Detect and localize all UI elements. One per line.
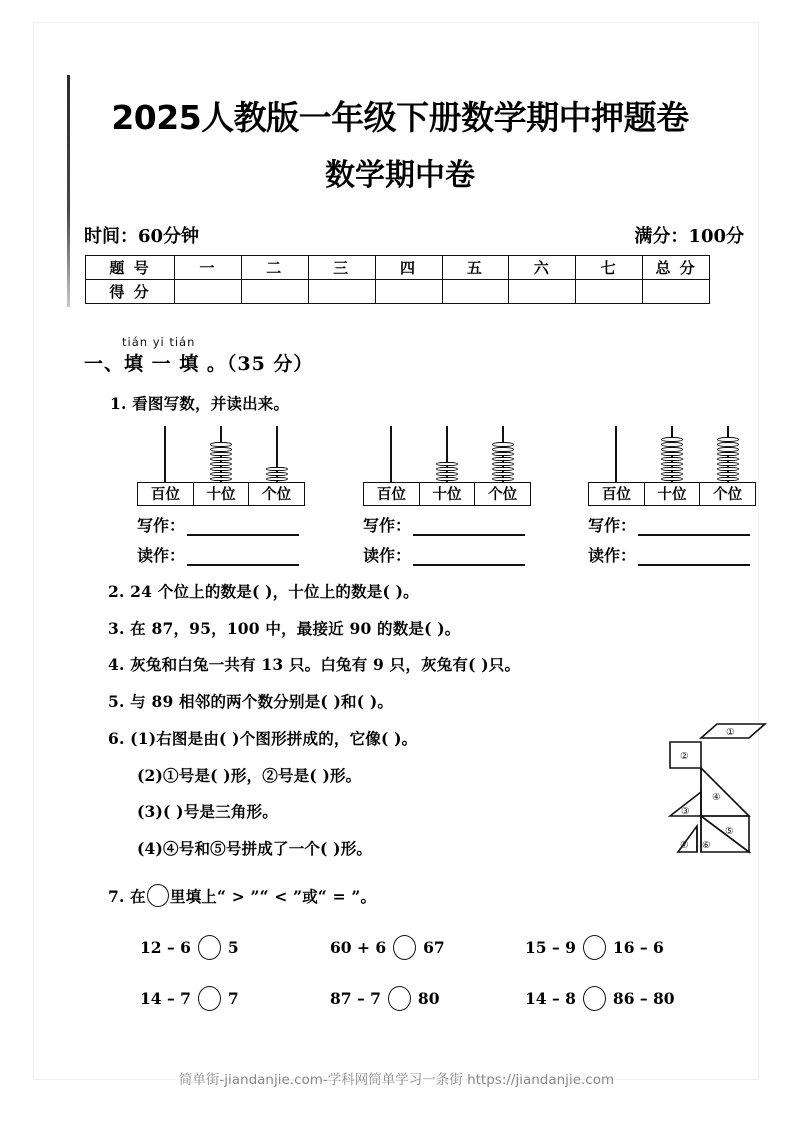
question-7-prompt-before: 7. 在 xyxy=(108,887,146,906)
abacus-bead xyxy=(210,462,232,466)
compare-left-r2c1: 14 – 7 xyxy=(140,989,191,1008)
score-table xyxy=(85,255,710,304)
compare-right-r2c1: 7 xyxy=(227,989,239,1008)
write-answer-row-2 xyxy=(363,513,531,536)
place-label-hundreds: 百位 xyxy=(589,483,645,505)
total-points-label: 满分：100分 xyxy=(634,226,744,247)
abacus-rod xyxy=(390,426,392,482)
abacus-bead xyxy=(210,447,232,451)
compare-left-r1c1: 12 – 6 xyxy=(140,938,191,957)
abacus-group-2 xyxy=(363,424,531,566)
abacus-rod xyxy=(164,426,166,482)
abacus-bead xyxy=(717,452,739,456)
abacus-bead xyxy=(492,452,514,456)
question-1-body: 看图写数，并读出来。 xyxy=(132,394,290,413)
abacus-place-labels-2 xyxy=(363,482,531,506)
tangram-label-7: ⑦ xyxy=(680,840,689,851)
question-7-prompt xyxy=(108,884,376,907)
page-subtitle: 数学期中卷 xyxy=(325,158,475,193)
place-label-tens: 十位 xyxy=(645,483,701,505)
abacus-bead xyxy=(492,467,514,471)
read-answer-blank-2[interactable] xyxy=(413,549,525,566)
abacus-bead xyxy=(717,447,739,451)
abacus-bead xyxy=(492,447,514,451)
compare-item-r1c2 xyxy=(330,935,445,960)
tangram-label-2: ② xyxy=(680,751,689,762)
score-cell-total[interactable] xyxy=(643,280,710,304)
compare-left-r2c3: 14 – 8 xyxy=(525,989,576,1008)
abacus-bead-stack xyxy=(717,437,739,482)
abacus-place-labels-3 xyxy=(588,482,756,506)
question-6-line-4: (4)④号和⑤号拼成了一个( )形。 xyxy=(137,839,373,858)
table-row-scores xyxy=(86,280,710,304)
place-label-ones: 个位 xyxy=(713,486,743,503)
abacus-bead xyxy=(661,462,683,466)
compare-right-r2c3: 86 – 80 xyxy=(612,989,675,1008)
compare-right-r1c1: 5 xyxy=(227,938,239,957)
abacus-bead xyxy=(492,472,514,476)
read-label-1: 读作： xyxy=(137,546,186,565)
col-header-4: 四 xyxy=(375,256,442,280)
score-cell-1[interactable] xyxy=(175,280,242,304)
section-heading-pinyin: tián yi tián xyxy=(122,335,196,349)
answer-circle-r2c2[interactable] xyxy=(388,986,411,1011)
read-answer-row-1 xyxy=(137,543,305,566)
place-label-tens: 十位 xyxy=(194,483,250,505)
abacus-bead xyxy=(266,467,288,471)
abacus-bead-stack xyxy=(492,442,514,482)
read-label-3: 读作： xyxy=(588,546,637,565)
answer-circle-r1c1[interactable] xyxy=(198,935,221,960)
abacus-bead xyxy=(661,472,683,476)
answer-circle-prompt[interactable] xyxy=(147,884,169,907)
section-heading: 一、填 一 填 。（35 分） xyxy=(84,353,314,375)
abacus-bead xyxy=(717,442,739,446)
tangram-figure xyxy=(668,722,772,858)
abacus-rods-3 xyxy=(588,424,756,482)
compare-item-r2c2 xyxy=(330,986,439,1011)
compare-item-r2c3 xyxy=(525,986,675,1011)
abacus-bead xyxy=(717,457,739,461)
write-label-3: 写作： xyxy=(588,516,637,535)
tangram-label-1: ① xyxy=(726,727,735,738)
write-answer-blank-3[interactable] xyxy=(638,519,750,536)
read-answer-row-2 xyxy=(363,543,531,566)
abacus-bead xyxy=(661,452,683,456)
compare-item-r2c1 xyxy=(140,986,239,1011)
abacus-bead xyxy=(717,467,739,471)
table-row-question-numbers xyxy=(86,256,710,280)
score-cell-7[interactable] xyxy=(576,280,643,304)
abacus-bead xyxy=(661,467,683,471)
compare-item-r1c3 xyxy=(525,935,664,960)
place-label-ones: 个位 xyxy=(488,486,518,503)
abacus-bead xyxy=(436,467,458,471)
abacus-bead xyxy=(661,447,683,451)
write-answer-row-3 xyxy=(588,513,756,536)
answer-circle-r2c1[interactable] xyxy=(198,986,221,1011)
question-5: 5. 与 89 相邻的两个数分别是( )和( )。 xyxy=(108,692,394,711)
abacus-bead xyxy=(661,457,683,461)
question-3: 3. 在 87，95，100 中，最接近 90 的数是( )。 xyxy=(108,619,461,638)
answer-circle-r1c2[interactable] xyxy=(393,935,416,960)
row-label-score: 得 分 xyxy=(86,280,175,304)
write-answer-blank-2[interactable] xyxy=(413,519,525,536)
score-cell-2[interactable] xyxy=(241,280,308,304)
abacus-bead xyxy=(717,477,739,481)
read-answer-row-3 xyxy=(588,543,756,566)
page-title: 2025人教版一年级下册数学期中押题卷 xyxy=(111,98,689,137)
abacus-bead xyxy=(210,442,232,446)
write-answer-row-1 xyxy=(137,513,305,536)
abacus-place-labels-1 xyxy=(137,482,305,506)
abacus-bead xyxy=(266,472,288,476)
question-6-line-2: (2)①号是( )形，②号是( )形。 xyxy=(137,766,362,785)
read-answer-blank-3[interactable] xyxy=(638,549,750,566)
write-label-1: 写作： xyxy=(137,516,186,535)
score-cell-6[interactable] xyxy=(509,280,576,304)
abacus-bead xyxy=(492,477,514,481)
time-label: 时间：60分钟 xyxy=(84,226,200,247)
read-label-2: 读作： xyxy=(363,546,412,565)
abacus-bead-stack xyxy=(661,437,683,482)
compare-right-r1c3: 16 – 6 xyxy=(612,938,664,957)
question-6-line-3: (3)( )号是三角形。 xyxy=(137,802,278,821)
question-6-line-1: 6. (1)右图是由( )个图形拼成的，它像( )。 xyxy=(108,729,418,748)
abacus-bead xyxy=(661,437,683,441)
col-header-5: 五 xyxy=(442,256,509,280)
abacus-rod xyxy=(615,426,617,482)
place-label-ones: 个位 xyxy=(262,486,292,503)
tangram-label-6: ⑥ xyxy=(702,840,711,851)
col-header-7: 七 xyxy=(576,256,643,280)
abacus-group-1 xyxy=(137,424,305,566)
col-header-1: 一 xyxy=(175,256,242,280)
abacus-bead xyxy=(436,472,458,476)
score-cell-3[interactable] xyxy=(308,280,375,304)
place-label-hundreds: 百位 xyxy=(138,483,194,505)
abacus-rods-2 xyxy=(363,424,531,482)
abacus-bead xyxy=(492,442,514,446)
score-cell-5[interactable] xyxy=(442,280,509,304)
abacus-bead xyxy=(717,472,739,476)
abacus-bead xyxy=(717,462,739,466)
abacus-bead-stack xyxy=(436,462,458,482)
question-1-text xyxy=(110,392,289,414)
abacus-bead xyxy=(210,452,232,456)
write-answer-blank-1[interactable] xyxy=(187,519,299,536)
question-1-number: 1. xyxy=(110,394,127,413)
abacus-rods-1 xyxy=(137,424,305,482)
compare-left-r2c2: 87 – 7 xyxy=(330,989,381,1008)
abacus-bead-stack xyxy=(266,467,288,482)
compare-right-r2c2: 80 xyxy=(417,989,440,1008)
abacus-bead xyxy=(266,477,288,481)
abacus-bead xyxy=(210,457,232,461)
compare-item-r1c1 xyxy=(140,935,239,960)
score-cell-4[interactable] xyxy=(375,280,442,304)
footer-watermark: 简单街-jiandanjie.com-学科网简单学习一条街 https://jiandanjie.com xyxy=(178,1072,615,1088)
question-7-prompt-after: 里填上“ > ”“ < ”或“ = ”。 xyxy=(169,887,377,906)
abacus-bead xyxy=(436,462,458,466)
col-header-total: 总 分 xyxy=(643,256,710,280)
abacus-bead-stack xyxy=(210,442,232,482)
abacus-bead xyxy=(436,477,458,481)
answer-circle-r1c3[interactable] xyxy=(583,935,606,960)
tangram-piece-4-shape xyxy=(701,768,749,816)
col-header-2: 二 xyxy=(241,256,308,280)
abacus-bead xyxy=(210,472,232,476)
abacus-bead xyxy=(661,477,683,481)
place-label-tens: 十位 xyxy=(420,483,476,505)
compare-left-r1c3: 15 – 9 xyxy=(525,938,576,957)
abacus-bead xyxy=(492,462,514,466)
col-header-6: 六 xyxy=(509,256,576,280)
tangram-label-5: ⑤ xyxy=(725,826,734,837)
abacus-group-3 xyxy=(588,424,756,566)
exam-meta xyxy=(84,222,744,248)
place-label-hundreds: 百位 xyxy=(364,483,420,505)
row-label-question-number: 题 号 xyxy=(86,256,175,280)
read-answer-blank-1[interactable] xyxy=(187,549,299,566)
write-label-2: 写作： xyxy=(363,516,412,535)
abacus-bead xyxy=(210,467,232,471)
tangram-label-3: ③ xyxy=(681,806,690,817)
answer-circle-r2c3[interactable] xyxy=(583,986,606,1011)
tangram-label-4: ④ xyxy=(712,792,721,803)
abacus-bead xyxy=(661,442,683,446)
tangram-svg xyxy=(668,722,772,854)
question-2: 2. 24 个位上的数是( )，十位上的数是( )。 xyxy=(108,582,419,601)
col-header-3: 三 xyxy=(308,256,375,280)
abacus-bead xyxy=(717,437,739,441)
compare-left-r1c2: 60 + 6 xyxy=(330,938,387,957)
compare-right-r1c2: 67 xyxy=(423,938,445,957)
abacus-bead xyxy=(210,477,232,481)
question-4: 4. 灰兔和白兔一共有 13 只。白兔有 9 只，灰兔有( )只。 xyxy=(108,655,521,674)
abacus-bead xyxy=(492,457,514,461)
